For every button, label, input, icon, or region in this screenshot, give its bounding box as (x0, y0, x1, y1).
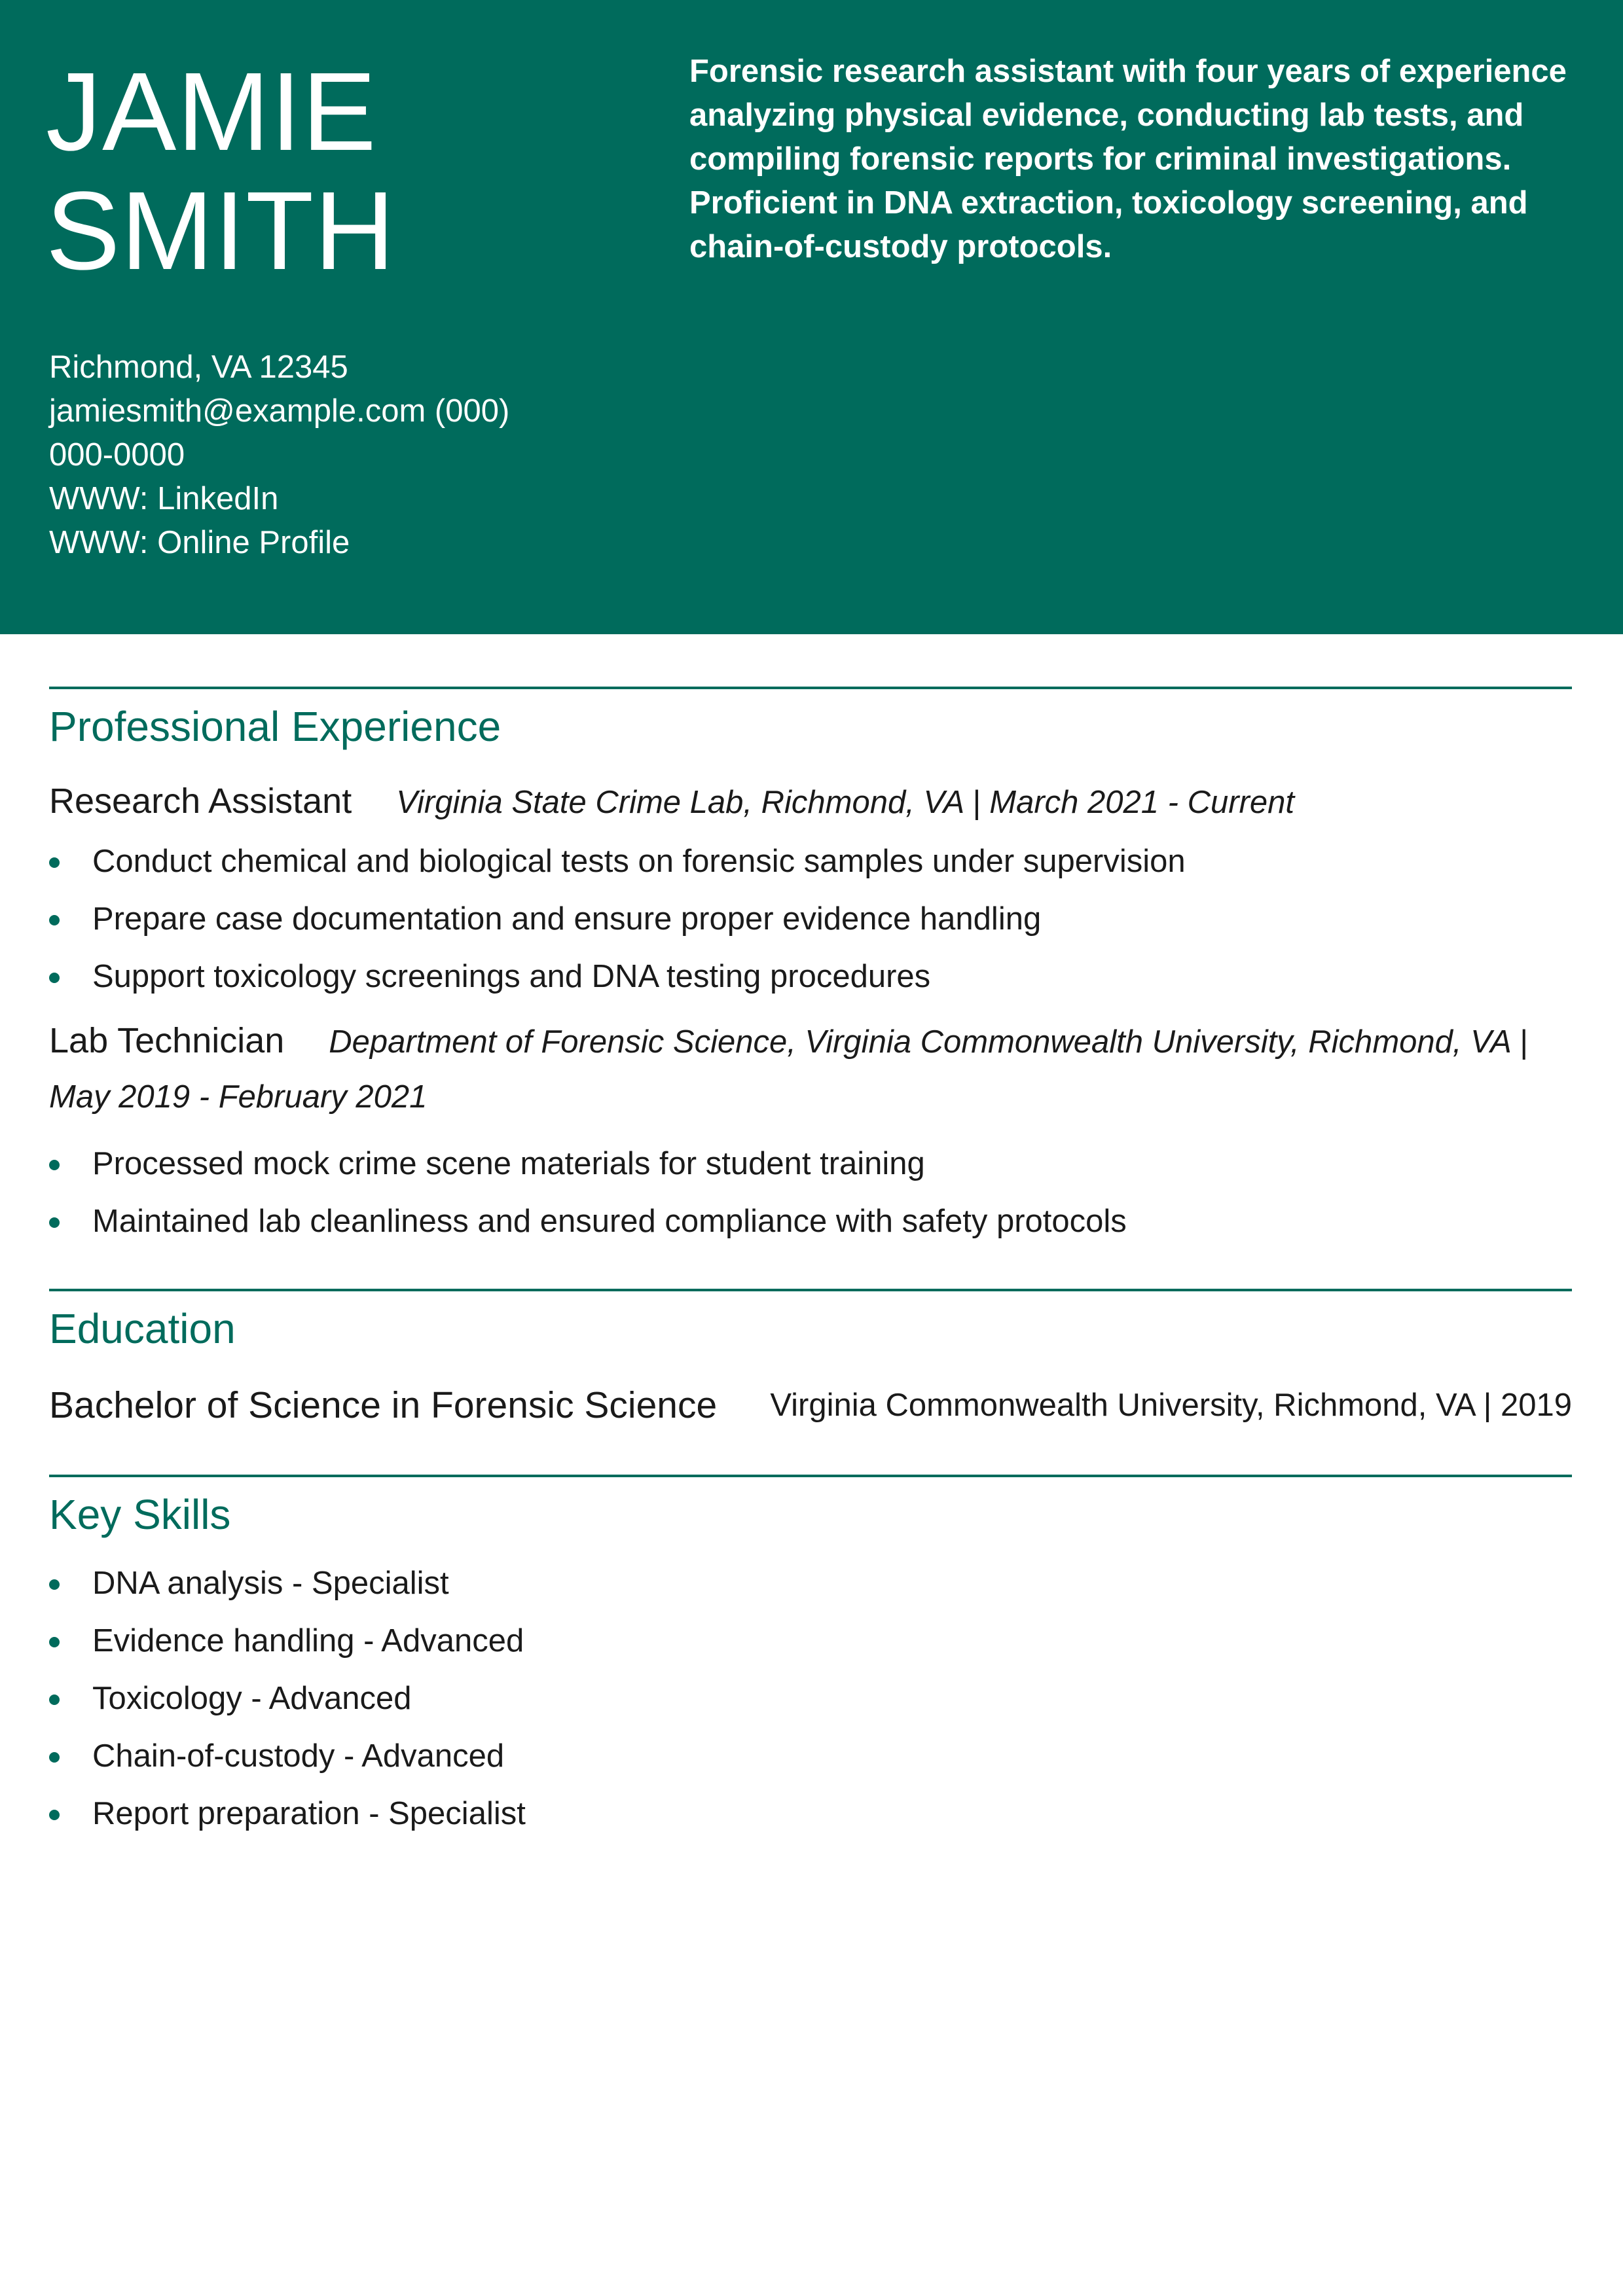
experience-section (49, 687, 1572, 1250)
section-divider (49, 1289, 1572, 1291)
list-item: Toxicology - Advanced (49, 1670, 1572, 1727)
professional-summary: Forensic research assistant with four years of experience analyzing physical evidence, conducting lab tests, and compiling forensic reports for criminal investigations. Proficient in DNA extraction, toxicology screening, and chain-of-custody protocols. (689, 54, 1567, 264)
job-title: Lab Technician (49, 1021, 285, 1060)
online-profile-link[interactable]: WWW: Online Profile (49, 525, 350, 560)
resume-header (0, 0, 1623, 634)
job-bullets (49, 1135, 1572, 1250)
list-item: Prepare case documentation and ensure proper evidence handling (49, 890, 1572, 948)
list-item: Chain-of-custody - Advanced (49, 1727, 1572, 1785)
candidate-name (46, 52, 395, 291)
list-item: Conduct chemical and biological tests on forensic samples under supervision (49, 833, 1572, 890)
address: Richmond, VA 12345 (49, 350, 348, 385)
degree: Bachelor of Science in Forensic Science (49, 1384, 718, 1426)
school: Virginia Commonwealth University, Richmond, VA | 2019 (770, 1388, 1572, 1423)
experience-heading: Professional Experience (49, 703, 501, 750)
education-entry (49, 1382, 1572, 1429)
skills-section (49, 1475, 1572, 1842)
education-heading: Education (49, 1305, 236, 1352)
job-entry (49, 778, 1572, 1005)
last-name: SMITH (46, 169, 395, 293)
skills-list (49, 1554, 1572, 1842)
list-item: Processed mock crime scene materials for student training (49, 1135, 1572, 1193)
job-title: Research Assistant (49, 781, 352, 821)
linkedin-link[interactable]: WWW: LinkedIn (49, 481, 279, 516)
list-item: Maintained lab cleanliness and ensured compliance with safety protocols (49, 1193, 1572, 1250)
job-header (49, 778, 1572, 826)
list-item: Support toxicology screenings and DNA testing procedures (49, 948, 1572, 1005)
section-divider (49, 1475, 1572, 1477)
list-item: Report preparation - Specialist (49, 1785, 1572, 1842)
list-item: DNA analysis - Specialist (49, 1554, 1572, 1612)
first-name: JAMIE (46, 50, 377, 174)
job-meta: Virginia State Crime Lab, Richmond, VA | March 2021 - Current (396, 785, 1294, 820)
skills-heading: Key Skills (49, 1491, 231, 1538)
list-item: Evidence handling - Advanced (49, 1612, 1572, 1670)
education-section (49, 1289, 1572, 1429)
contact-info (49, 346, 520, 565)
phone-continued[interactable]: 000-0000 (49, 437, 185, 473)
job-meta: Department of Forensic Science, Virginia Commonwealth University, Richmond, VA | May 2019 - February 2021 (49, 1024, 1528, 1115)
job-bullets (49, 833, 1572, 1005)
email-phone[interactable]: jamiesmith@example.com (000) (49, 393, 510, 429)
job-entry (49, 1017, 1572, 1250)
section-divider (49, 687, 1572, 689)
job-header (49, 1017, 1572, 1128)
